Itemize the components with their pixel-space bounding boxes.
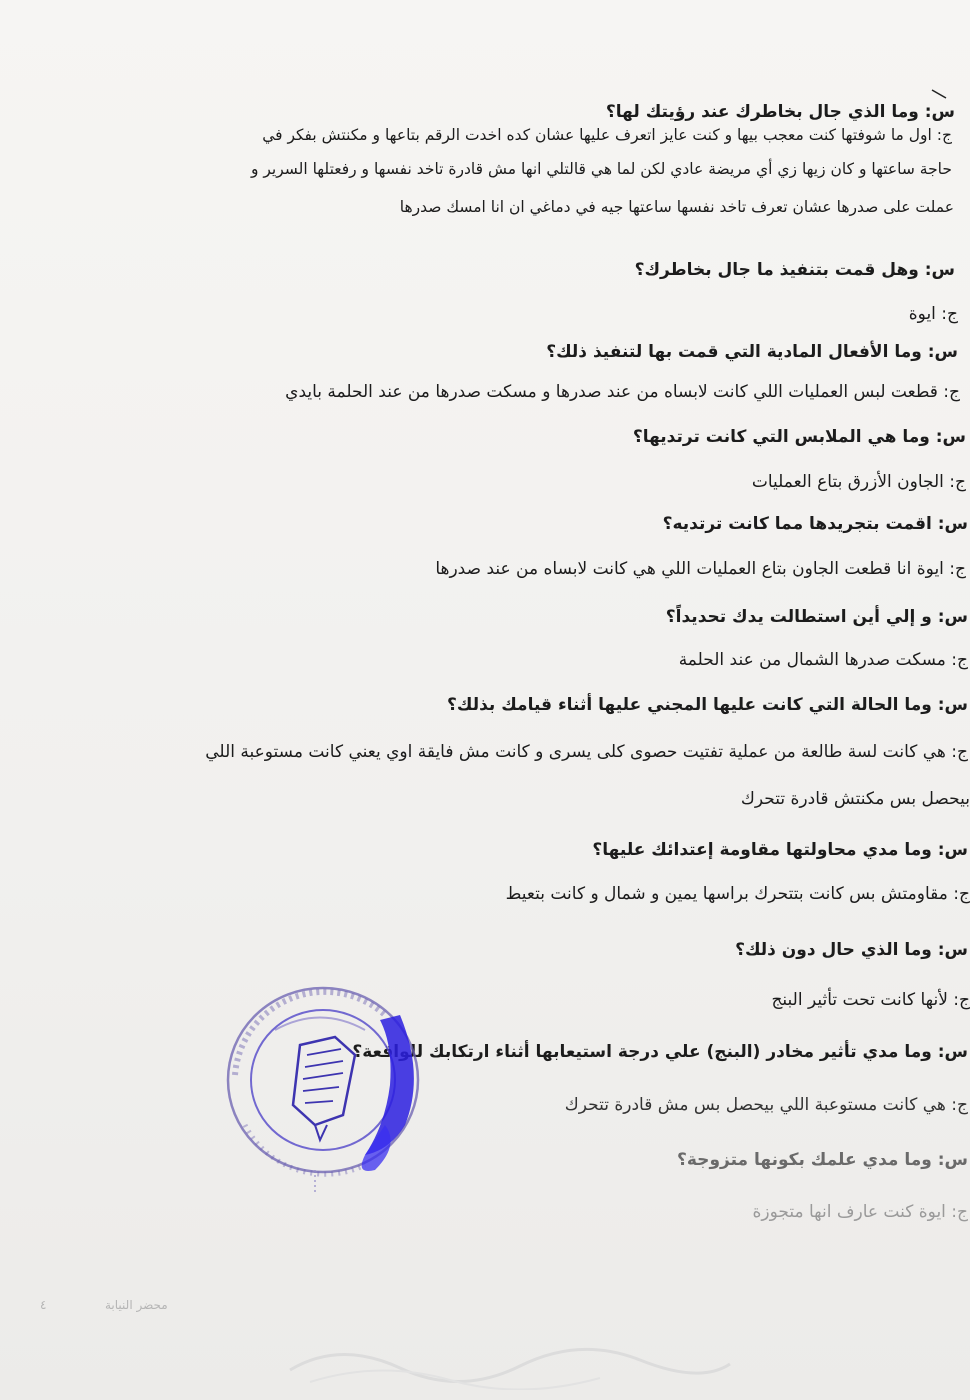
answer-line: بيحصل بس مكنتش قادرة تتحرك: [740, 789, 970, 809]
question-line: س: وما الذي جال بخاطرك عند رؤيتك لها؟: [605, 102, 955, 122]
answer-line: ج: هي كانت لسة طالعة من عملية تفتيت حصوى كلى يسرى و كانت مش فايقة اوي يعني كانت مستوعبة اللي: [205, 742, 968, 762]
answer-line: ج: مقاومتش بس كانت بتتحرك براسها يمين و شمال و كانت بتعيط: [505, 884, 970, 904]
question-line: س: وما مدي تأثير مخادر (البنج) علي درجة استيعابها أثناء ارتكابك للواقعة؟: [352, 1042, 968, 1062]
question-line: س: وما هي الملابس التي كانت ترتديها؟: [632, 427, 966, 447]
official-seal: [215, 975, 425, 1195]
answer-line: ج: مسكت صدرها الشمال من عند الحلمة: [678, 650, 968, 670]
page-number: ٤: [40, 1298, 47, 1312]
question-line: س: وما الحالة التي كانت عليها المجني عليها أثناء قيامك بذلك؟: [447, 695, 968, 715]
answer-line: ج: ايوة كنت عارف انها متجوزة: [752, 1202, 968, 1222]
question-line: س: وما مدي محاولتها مقاومة إعتدائك عليها؟: [592, 840, 968, 860]
answer-line: عملت على صدرها عشان تعرف تاخد نفسها ساعتها جيه في دماغي ان انا امسك صدرها: [399, 198, 954, 216]
answer-line: ج: اول ما شوفتها كنت معجب بيها و كنت عايز اتعرف عليها عشان كده اخدت الرقم بتاعها و مكنتش بفكر في: [262, 126, 952, 144]
answer-line: ج: ايوة: [908, 304, 958, 324]
question-line: س: و إلي أين استطالت يدك تحديداً؟: [665, 607, 968, 627]
answer-line: حاجة ساعتها و كان زيها زي أي مريضة عادي لكن لما هي قالتلي انها مش قادرة تاخد نفسها و رفعتلها السرير و: [250, 160, 952, 178]
pen-mark-icon: [930, 88, 948, 100]
question-line: س: وما الأفعال المادية التي قمت بها لتنفيذ ذلك؟: [546, 342, 958, 362]
question-line: س: وهل قمت بتنفيذ ما جال بخاطرك؟: [634, 260, 955, 280]
answer-line: ج: ايوة انا قطعت الجاون بتاع العمليات اللي هي كانت لابساه من عند صدرها: [435, 559, 966, 579]
answer-line: ج: قطعت لبس العمليات اللي كانت لابساه من عند صدرها و مسكت صدرها من عند الحلمة بايدي: [285, 382, 960, 402]
answer-line: ج: لأنها كانت تحت تأثير البنج: [771, 990, 970, 1010]
question-line: س: وما الذي حال دون ذلك؟: [735, 940, 968, 960]
faint-watermark: [280, 1330, 740, 1390]
answer-line: ج: هي كانت مستوعبة اللي بيحصل بس مش قادرة تتحرك: [564, 1095, 968, 1115]
answer-line: ج: الجاون الأزرق بتاع العمليات: [751, 472, 966, 492]
footer-label: محضر النيابة: [105, 1298, 168, 1312]
question-line: س: اقمت بتجريدها مما كانت ترتديه؟: [662, 514, 968, 534]
question-line: س: وما مدي علمك بكونها متزوجة؟: [677, 1150, 968, 1170]
